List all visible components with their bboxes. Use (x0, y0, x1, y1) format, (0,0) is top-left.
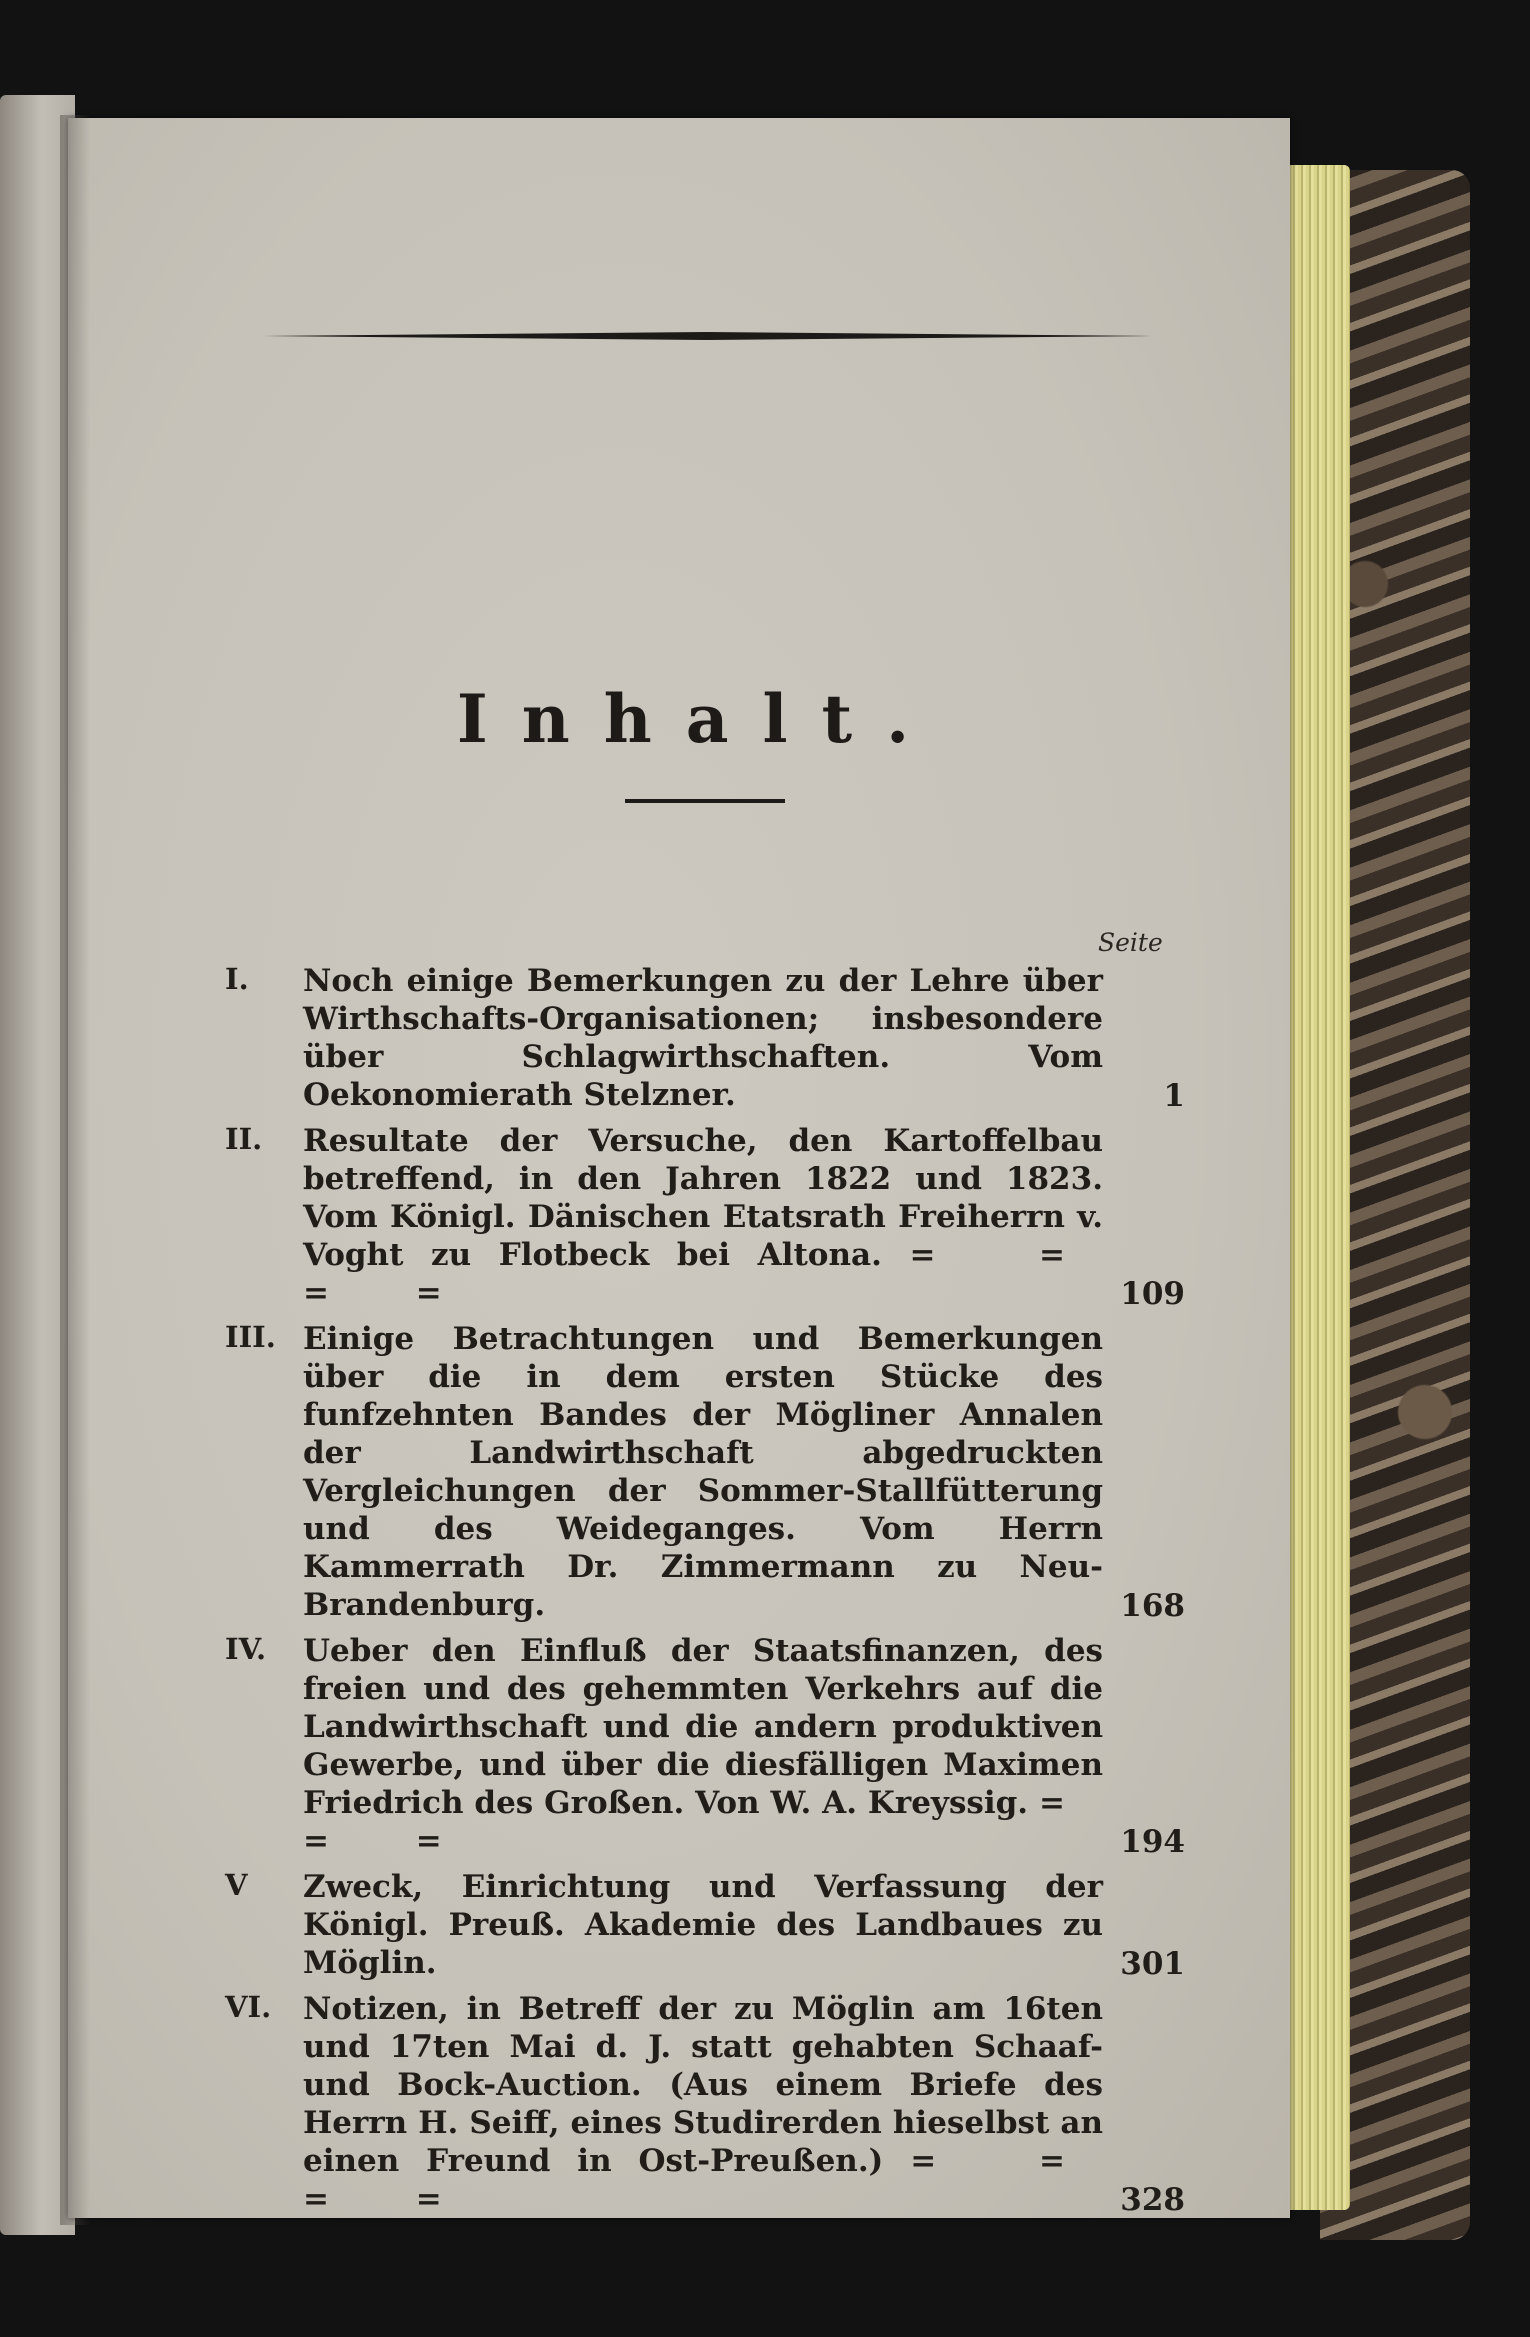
toc-text: Einige Betrachtungen und Bemerkungen über die in dem ersten Stücke des funfzehnten Bandes der Mögliner Annalen der Landwirthschaft abgedruckten Vergleichungen der Sommer-Stallfütterung und des Weideganges. Vom Herrn Kammerrath Dr. Zimmermann zu Neu-Brandenburg. (303, 1321, 1103, 1623)
toc-entry-2[interactable] (225, 1122, 1185, 1312)
toc-numeral: V (225, 1868, 248, 1902)
table-of-contents (225, 962, 1185, 2226)
toc-page-number: 109 (1120, 1276, 1185, 1312)
ornamental-rule (262, 331, 1152, 341)
toc-numeral: III. (225, 1320, 276, 1354)
toc-leader: = = = (303, 1785, 1104, 1859)
toc-page-number: 194 (1120, 1824, 1185, 1860)
toc-leader: = = = = (303, 2143, 1104, 2217)
toc-page-number: 1 (1163, 1078, 1185, 1114)
page-edges (1290, 165, 1350, 2210)
toc-leader: = = = = (303, 1237, 1103, 1311)
toc-page-number: 328 (1120, 2182, 1185, 2218)
toc-text: Ueber den Einfluß der Staatsfinanzen, des freien und des gehemmten Verkehrs auf die Landwirthschaft und die andern produktiven Gewerbe, und über die diesfälligen Maximen Friedrich des Großen. Von W. A. Kreyssig. (303, 1633, 1103, 1821)
page-title: Inhalt. (456, 680, 944, 758)
toc-entry-3[interactable] (225, 1320, 1185, 1624)
toc-page-number: 301 (1120, 1946, 1185, 1982)
toc-page-number: 168 (1120, 1588, 1185, 1624)
toc-text: Notizen, in Betreff der zu Möglin am 16ten und 17ten Mai d. J. statt gehabten Schaaf- und Bock-Auction. (Aus einem Briefe des Herrn H. Seiff, eines Studirerden hieselbst an einen Freund in Ost-Preußen.) (303, 1991, 1103, 2179)
toc-numeral: IV. (225, 1632, 267, 1666)
toc-numeral: VI. (225, 1990, 272, 2024)
toc-text: Resultate der Versuche, den Kartoffelbau betreffend, in den Jahren 1822 und 1823. Vom Königl. Dänischen Etatsrath Freiherrn v. Voght zu Flotbeck bei Altona. (303, 1123, 1103, 1273)
page-gutter (60, 115, 90, 2225)
toc-entry-4[interactable] (225, 1632, 1185, 1860)
toc-numeral: I. (225, 962, 249, 996)
title-underline (625, 799, 785, 803)
page-column-header: Seite (1098, 928, 1163, 957)
toc-entry-6[interactable] (225, 1990, 1185, 2218)
toc-entry-1[interactable] (225, 962, 1185, 1114)
toc-text: Zweck, Einrichtung und Verfassung der Königl. Preuß. Akademie des Landbaues zu Möglin. (303, 1869, 1103, 1981)
toc-numeral: II. (225, 1122, 263, 1156)
toc-text: Noch einige Bemerkungen zu der Lehre über Wirthschafts-Organisationen; insbesondere über Schlagwirthschaften. Vom Oekonomierath Stelzner. (303, 963, 1103, 1113)
toc-entry-5[interactable] (225, 1868, 1185, 1982)
